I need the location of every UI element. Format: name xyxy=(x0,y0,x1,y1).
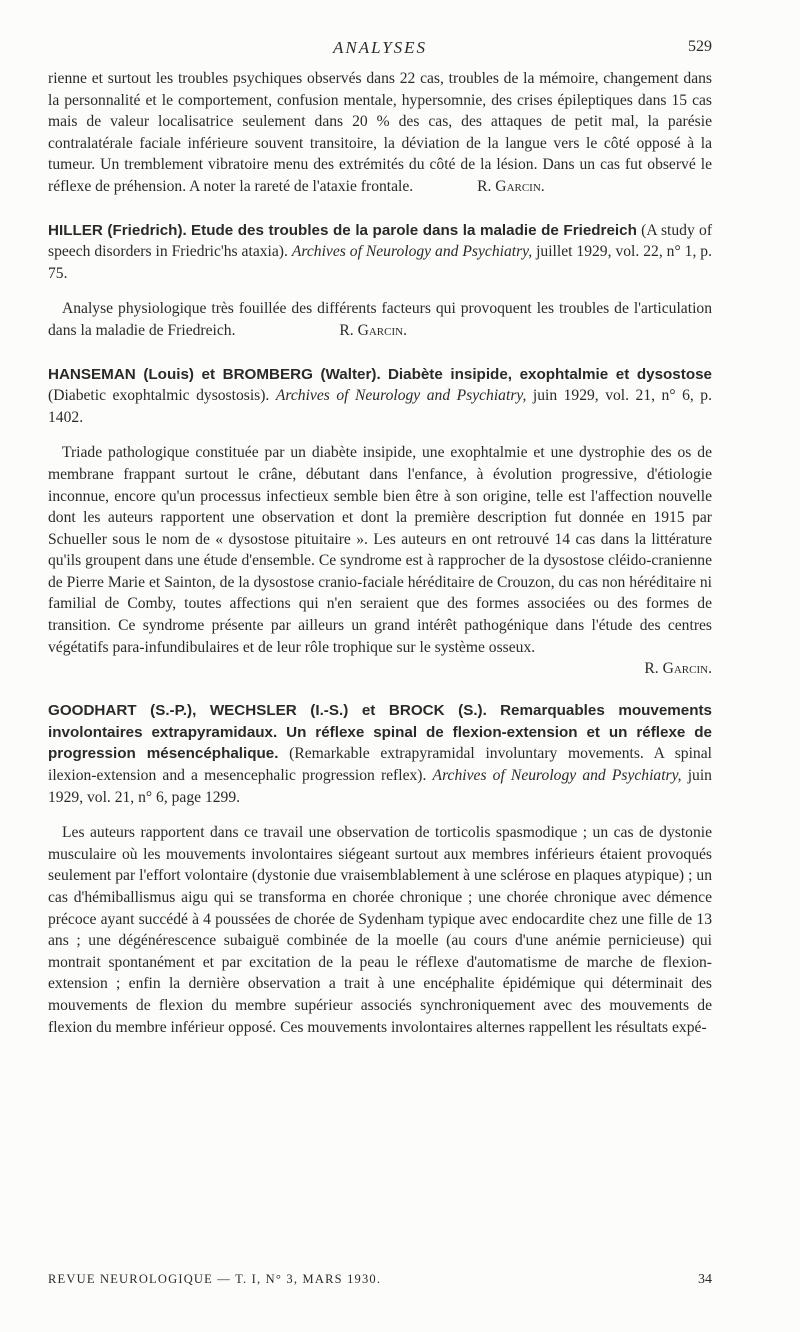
entry-1-journal: Archives of Neurology and Psychiatry, xyxy=(291,243,533,261)
entry-2-body: Triade pathologique constituée par un diabète insipide, une exophtalmie et une dystrophie des os de membrane frappant surtout le crâne, débutant dans l'enfance, à évolution progressive, d'étiologie inconnue, encore qu'un processus infectieux semble bien être à son origine, telle est l'affection nouvelle dont les auteurs rapportent une observation et dont la première description fut donnée en 1915 par Schueller sous le nom de « dysostose pituitaire ». Les auteurs en ont retrouvé 14 cas dans la littérature qu'ils groupent dans une étude d'ensemble. Ce syndrome est à rapprocher de la dysostose cléido-cranienne de Pierre Marie et Sainton, de la dysostose cranio-faciale héréditaire de Crouzon, du cas non héréditaire ni familial de Comby, toutes affections qui n'en seraient que des formes associées ou des formes de transition. Ce syndrome présente par ailleurs un grand intérêt pathogénique dans l'étude des centres végétatifs para-infundibulaires et de leur rôle trophique sur le système osseux. xyxy=(48,444,712,656)
entry-2-journal: Archives of Neurology and Psychiatry, xyxy=(275,387,527,405)
entry-2-subtitle: (Diabetic exophtalmic dysostosis). xyxy=(48,387,270,405)
entry-3-body: Les auteurs rapportent dans ce travail une observation de torticolis spasmodique ; un cas de dystonie musculaire où les mouvements involontaires siégeant surtout aux membres inférieurs étaient provoqués seulement par l'effort volontaire (dystonie due vraisemblablement à une sclérose en plaques atypique) ; un cas d'hémiballismus aigu qui se transforma en chorée chronique ; une chorée chronique avec démence précoce ayant succédé à 4 poussées de chorée de Sydenham typique avec endocardite chez une fille de 13 ans ; une dégénérescence subaiguë combinée de la moelle (au cours d'une anémie pernicieuse) qui montrait spontanément et par excitation de la peau le réflexe d'automatisme de marche de flexion-extension ; enfin la dernière observation a trait à une encéphalite épidémique qui déterminait des mouvements de flexion du membre supérieur associés synchroniquement avec des mouvements de flexion du membre inférieur opposé. Ces mouvements involontaires alternes rappellent les résultats expé- xyxy=(48,824,712,1036)
entry-2-heading xyxy=(48,364,712,429)
entry-1-subtitle: (A study of speech disorders in Friedric'hs ataxia). xyxy=(48,221,713,261)
entry-2-authors: HANSEMAN (Louis) et BROMBERG (Walter). xyxy=(48,365,381,383)
entry-1-authors: HILLER (Friedrich). xyxy=(48,221,187,239)
page-footer xyxy=(48,1272,712,1287)
intro-paragraph xyxy=(48,68,712,198)
page-header xyxy=(48,38,712,68)
entry-3-journal: Archives of Neurology and Psychiatry, xyxy=(432,767,682,785)
entry-1-heading xyxy=(48,220,712,285)
footer-journal: REVUE NEUROLOGIQUE — T. I, N° 3, MARS 1930. xyxy=(48,1272,382,1286)
page-number: 529 xyxy=(688,38,712,55)
entry-1-body xyxy=(48,298,712,341)
entry-2-title: Diabète insipide, exophtalmie et dysostose xyxy=(387,365,712,383)
entry-1-signature: R. Garcin. xyxy=(339,321,407,339)
entry-3-authors: GOODHART (S.-P.), WECHSLER (I.-S.) et BROCK (S.). xyxy=(48,702,487,720)
intro-signature: R. Garcin. xyxy=(477,177,545,195)
entry-3-title: Remarquables mouvements involontaires extrapyramidaux. Un réflexe spinal de flexion-extension et un réflexe de progression mésencéphalique. xyxy=(48,702,713,763)
entry-3-heading xyxy=(48,700,712,808)
page xyxy=(48,38,712,1038)
entry-3-citation: juin 1929, vol. 21, n° 6, page 1299. xyxy=(48,767,712,806)
entry-3-subtitle: (Remarkable extrapyramidal involuntary movements. A spinal ilexion-extension and a mesencephalic progression reflex). xyxy=(48,745,712,785)
entry-1-citation: juillet 1929, vol. 22, n° 1, p. 75. xyxy=(48,243,712,282)
entry-2-citation: juin 1929, vol. 21, n° 6, p. 1402. xyxy=(48,387,712,426)
entry-2-signature: R. Garcin. xyxy=(644,660,712,678)
intro-text: rienne et surtout les troubles psychiques observés dans 22 cas, troubles de la mémoire, changement dans la personnalité et le comportement, confusion mentale, hypersomnie, des crises épileptiques dans 15 cas mais de valeur localisatrice seulement dans 20 % des cas, des attaques de petit mal, la parésie contralatérale faciale inférieure souvent transitoire, la déviation de la langue vers le côté opposé à la tumeur. Un tremblement vibratoire menu des extrémités du côté de la lésion. Dans un cas fut observé le réflexe de préhension. A noter la rareté de l'ataxie frontale. xyxy=(48,70,712,195)
entry-1-body-text: Analyse physiologique très fouillée des différents facteurs qui provoquent les troubles de l'articulation dans la maladie de Friedreich. xyxy=(48,300,712,339)
entry-1-title: Etude des troubles de la parole dans la maladie de Friedreich xyxy=(191,221,637,239)
footer-sheet-number: 34 xyxy=(698,1272,712,1287)
running-title: ANALYSES xyxy=(332,38,428,57)
